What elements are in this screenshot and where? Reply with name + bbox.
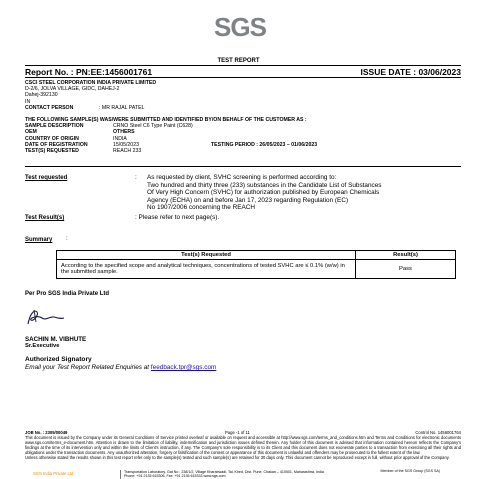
authorized-signatory: Authorized Signatory <box>25 356 92 363</box>
sample-label: COUNTRY OF ORIGIN <box>25 135 79 142</box>
per-pro-label: Per Pro SGS India Private Ltd <box>25 291 110 297</box>
email-link[interactable]: feedback.tpr@sgs.com <box>150 364 217 371</box>
sample-value: INDIA <box>113 135 127 142</box>
sample-value: 15/05/2023 <box>113 141 139 148</box>
sample-value: OTHERS <box>113 129 135 136</box>
job-number: JOB No. : 2305/00049 <box>25 430 68 435</box>
address-divider <box>120 470 121 479</box>
col-result-header: Result(s) <box>356 251 456 260</box>
client-block <box>25 80 425 112</box>
client-name: CSCI STEEL CORPORATION INDIA PRIVATE LIMITED <box>25 80 157 86</box>
email-prefix: Email your Test Report Related Enquiries at <box>25 364 151 371</box>
summary-table <box>56 250 456 279</box>
report-number: Report No. : PN:EE:1456001761 <box>25 67 153 77</box>
sample-value: CRNO Steel C6 Type Paint (C628) <box>113 123 193 130</box>
signatory-title: Sr.Executive <box>25 343 60 349</box>
summary-label: Summary <box>25 237 53 243</box>
test-requested-line: As requested by client, SVHC screening is performed according to: <box>147 174 337 181</box>
sample-label: DATE OF REGISTRATION <box>25 141 88 148</box>
sample-label: SAMPLE DESCRIPTION <box>25 123 84 130</box>
lab-address-line: Transportation Laboratory, Gat No : 238/1/2, Village Kharabwadi, Tal. Khed, Dist. Pune, Chakan – 410501, Maharashtra, India <box>124 470 324 474</box>
summary-table-header <box>57 251 456 260</box>
section-divider <box>25 166 461 167</box>
lab-address <box>124 470 324 479</box>
test-requested-text <box>147 174 463 212</box>
footer-retention: Unless otherwise stated the results shown in this test report refer only to the sample(s) tested and such sample(s) are retained for 30 days only. This document cannot be reproduced except in full, without prior approval of the Company. <box>25 455 450 460</box>
issue-date: ISSUE DATE : 03/06/2023 <box>360 67 461 77</box>
test-requested-line: Two hundred and thirty three (233) substances in the Candidate List of Substances <box>147 181 382 189</box>
test-results-text: : Please refer to next page(s). <box>135 214 220 221</box>
client-address-line: Dahej-392130 <box>25 92 58 99</box>
report-title: TEST REPORT <box>217 58 260 64</box>
contact-value: : MR RAJAL PATEL <box>99 104 145 111</box>
test-requested-colon: : <box>135 174 137 181</box>
handwritten-signature <box>24 306 68 328</box>
client-address-line: IN <box>25 98 31 105</box>
brand-name: SGS India Private Ltd <box>33 471 74 476</box>
test-requested-line: No 1907/2006 concerning the REACH <box>147 204 255 212</box>
control-number: Control No. 1456001764 <box>415 430 461 435</box>
contact-label: CONTACT PERSON <box>25 104 74 111</box>
sample-row <box>25 148 461 154</box>
sgs-logo-text: SGS <box>214 12 266 42</box>
footer-disclaimer: This document is issued by the Company under its General Conditions of Service printed overleaf or available on request and accessible at http://www.sgs.com/terms_and_conditions.htm and Terms and Conditions for electronic documents www.sgs.com/terms_e-document.htm. Attention is drawn to the limitation of liability, indemnification and jurisdiction issues defined therein. Any holder of this document is advised that information contained hereon reflects the Company's findings at the time of its intervention only and within the limits of Client's instruction, if any. The Company's sole responsibility is to its Client and this document does not exonerate parties to a transaction from exercising all their rights and obligations under the transaction documents. Any unauthorized alteration, forgery or falsification of the content or appearance of this document is unlawful and offenders may be prosecuted to the fullest extent of the law. <box>25 435 461 455</box>
email-line <box>25 364 216 371</box>
page-number: Page -1 of 11 <box>225 430 250 435</box>
header-rule-bottom <box>25 77 461 78</box>
member-note: Member of the SGS Group (SGS SA) <box>380 469 440 473</box>
summary-colon: : <box>66 236 68 242</box>
contact-row <box>25 105 425 112</box>
test-results-label: Test Result(s) <box>25 215 65 221</box>
sample-intro: THE FOLLOWING SAMPLE(S) WAS/WERE SUBMITTED AND IDENTIFIED BY/ON BEHALF OF THE CUSTOMER AS : <box>25 117 307 123</box>
test-requested-label: Test requested <box>25 175 68 181</box>
summary-test-cell: According to the specified scope and analytical techniques, concentrations of tested SVHC are ≤ 0.1% (w/w) in the submitted sample. <box>57 260 356 279</box>
summary-result-cell: Pass <box>356 260 456 279</box>
signatory-name: SACHIN M. VIBHUTE <box>25 336 87 343</box>
test-requested-line: Of Very High Concern (SVHC) for authorization published by European Chemicals <box>147 189 380 197</box>
lab-phone-line: Phone: +91 2135 615306, Fax: +91 2135 615333 www.sgs.com <box>124 474 226 479</box>
sample-label: OEM <box>25 129 37 136</box>
sample-block <box>25 117 461 154</box>
client-address-line: D-2/6, JOLVA VILLAGE, GIDC, DAHEJ-2 <box>25 86 120 93</box>
test-requested-line: Agency (ECHA) on and before Jan 17, 2023 regarding Regulation (EC) <box>147 196 349 204</box>
sgs-logo <box>214 12 264 42</box>
sample-value: REACH 233 <box>113 147 142 154</box>
col-test-header: Test(s) Requested <box>57 251 356 260</box>
header-rule-top <box>25 65 461 66</box>
summary-table-row <box>57 260 456 279</box>
testing-period: TESTING PERIOD : 26/05/2023 – 01/06/2023 <box>211 141 318 148</box>
sample-label: TEST(S) REQUESTED <box>25 147 79 154</box>
